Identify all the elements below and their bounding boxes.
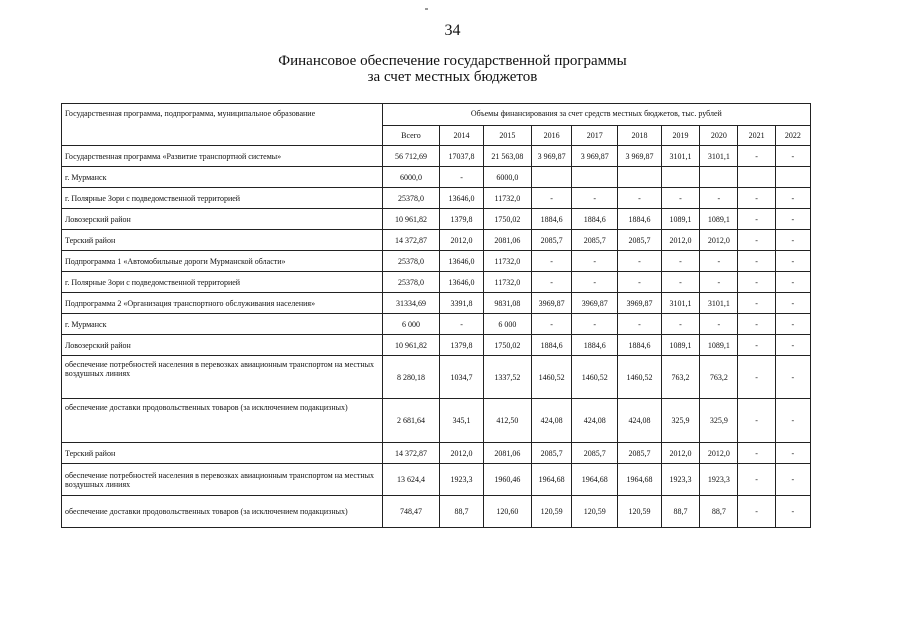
row-year-value: 1964,68 — [618, 464, 662, 496]
row-year-value: - — [618, 188, 662, 209]
header-year: 2019 — [661, 126, 699, 146]
header-year: 2021 — [738, 126, 775, 146]
row-year-value: 1884,6 — [531, 335, 571, 356]
row-year-value: 1884,6 — [572, 335, 618, 356]
row-year-value: - — [738, 293, 775, 314]
table-row — [62, 209, 811, 230]
row-name: г. Мурманск — [62, 314, 383, 335]
table-row — [62, 146, 811, 167]
row-year-value: - — [775, 335, 810, 356]
row-year-value: 2085,7 — [572, 230, 618, 251]
row-year-value: 6000,0 — [483, 167, 531, 188]
row-year-value: 2081,06 — [483, 230, 531, 251]
header-funding-volume: Объемы финансирования за счет средств местных бюджетов, тыс. рублей — [382, 104, 810, 126]
row-year-value: 2012,0 — [700, 230, 738, 251]
row-year-value: 1034,7 — [440, 356, 484, 399]
row-year-value: 1960,46 — [483, 464, 531, 496]
row-year-value: 11732,0 — [483, 272, 531, 293]
header-year: 2014 — [440, 126, 484, 146]
row-total-value: 25378,0 — [382, 251, 440, 272]
row-year-value: 1379,8 — [440, 335, 484, 356]
row-year-value: 325,9 — [661, 399, 699, 443]
row-year-value: 1923,3 — [661, 464, 699, 496]
row-year-value: - — [775, 209, 810, 230]
row-year-value: - — [775, 399, 810, 443]
page-number: 34 — [444, 22, 461, 39]
row-name: обеспечение потребностей населения в перевозках авиационным транспортом на местных воздушных линиях — [62, 464, 383, 496]
row-year-value: - — [738, 209, 775, 230]
row-year-value: - — [775, 146, 810, 167]
row-year-value: - — [738, 443, 775, 464]
table-row — [62, 496, 811, 528]
row-total-value: 56 712,69 — [382, 146, 440, 167]
row-year-value: - — [572, 272, 618, 293]
row-year-value: - — [572, 314, 618, 335]
row-total-value: 6000,0 — [382, 167, 440, 188]
row-year-value — [572, 167, 618, 188]
row-year-value: 2012,0 — [661, 443, 699, 464]
row-year-value: - — [775, 293, 810, 314]
row-year-value: - — [531, 314, 571, 335]
row-year-value: 3 969,87 — [618, 146, 662, 167]
row-year-value: 1923,3 — [440, 464, 484, 496]
row-name: г. Мурманск — [62, 167, 383, 188]
header-year: 2022 — [775, 126, 810, 146]
row-year-value: - — [661, 251, 699, 272]
document-title — [0, 53, 905, 85]
row-year-value: - — [738, 251, 775, 272]
row-year-value: - — [572, 251, 618, 272]
row-year-value: 17037,8 — [440, 146, 484, 167]
row-year-value: 1884,6 — [572, 209, 618, 230]
row-year-value: - — [775, 188, 810, 209]
row-year-value: 1089,1 — [661, 335, 699, 356]
row-year-value: - — [775, 496, 810, 528]
table-header — [62, 104, 811, 146]
row-year-value: 3101,1 — [661, 293, 699, 314]
header-row-group — [62, 104, 811, 126]
row-name: Государственная программа «Развитие транспортной системы» — [62, 146, 383, 167]
row-year-value: 120,59 — [531, 496, 571, 528]
row-name: Терский район — [62, 443, 383, 464]
row-total-value: 8 280,18 — [382, 356, 440, 399]
row-total-value: 25378,0 — [382, 272, 440, 293]
table-row — [62, 251, 811, 272]
row-year-value: 3969,87 — [572, 293, 618, 314]
row-year-value — [618, 167, 662, 188]
table-row — [62, 293, 811, 314]
row-year-value: 1964,68 — [572, 464, 618, 496]
row-year-value: - — [700, 314, 738, 335]
row-year-value: 88,7 — [661, 496, 699, 528]
title-line-1: Финансовое обеспечение государственной программы — [278, 53, 627, 69]
row-year-value: 88,7 — [440, 496, 484, 528]
row-name: г. Полярные Зори с подведомственной территорией — [62, 188, 383, 209]
row-year-value: - — [700, 188, 738, 209]
row-year-value: 1460,52 — [531, 356, 571, 399]
row-name: Терский район — [62, 230, 383, 251]
row-year-value — [531, 167, 571, 188]
table-body — [62, 146, 811, 528]
row-year-value: - — [618, 272, 662, 293]
row-year-value: 2081,06 — [483, 443, 531, 464]
table-row — [62, 188, 811, 209]
row-year-value: 2012,0 — [440, 230, 484, 251]
row-year-value: - — [775, 251, 810, 272]
row-year-value: 3391,8 — [440, 293, 484, 314]
row-year-value: 9831,08 — [483, 293, 531, 314]
row-year-value: 1884,6 — [531, 209, 571, 230]
row-year-value: 88,7 — [700, 496, 738, 528]
row-year-value: - — [738, 272, 775, 293]
row-year-value: 1750,02 — [483, 209, 531, 230]
table-row — [62, 335, 811, 356]
row-year-value: 1923,3 — [700, 464, 738, 496]
row-year-value: 412,50 — [483, 399, 531, 443]
row-year-value — [661, 167, 699, 188]
row-year-value: - — [700, 272, 738, 293]
header-year: 2016 — [531, 126, 571, 146]
row-year-value: 2085,7 — [618, 443, 662, 464]
row-year-value: - — [738, 335, 775, 356]
row-year-value: - — [738, 230, 775, 251]
row-total-value: 13 624,4 — [382, 464, 440, 496]
row-year-value: 325,9 — [700, 399, 738, 443]
row-year-value: - — [738, 496, 775, 528]
row-name: Подпрограмма 2 «Организация транспортного обслуживания населения» — [62, 293, 383, 314]
row-year-value: 13646,0 — [440, 188, 484, 209]
row-total-value: 748,47 — [382, 496, 440, 528]
row-year-value: 2012,0 — [661, 230, 699, 251]
row-year-value: - — [775, 443, 810, 464]
row-total-value: 10 961,82 — [382, 209, 440, 230]
row-year-value: - — [738, 146, 775, 167]
row-year-value: 424,08 — [572, 399, 618, 443]
row-year-value: 1884,6 — [618, 209, 662, 230]
row-year-value: - — [738, 356, 775, 399]
row-total-value: 31334,69 — [382, 293, 440, 314]
row-year-value: 1884,6 — [618, 335, 662, 356]
table-row — [62, 399, 811, 443]
row-year-value: 120,59 — [618, 496, 662, 528]
table-row — [62, 443, 811, 464]
row-total-value: 14 372,87 — [382, 443, 440, 464]
row-year-value: 1089,1 — [700, 335, 738, 356]
row-name: Ловозерский район — [62, 209, 383, 230]
row-year-value: - — [775, 314, 810, 335]
row-year-value: 3101,1 — [700, 146, 738, 167]
row-year-value: 2012,0 — [440, 443, 484, 464]
table-row — [62, 272, 811, 293]
row-year-value: - — [531, 251, 571, 272]
row-year-value: 1379,8 — [440, 209, 484, 230]
header-year: 2020 — [700, 126, 738, 146]
row-year-value: - — [661, 272, 699, 293]
title-line-2: за счет местных бюджетов — [367, 69, 538, 85]
row-year-value: - — [738, 188, 775, 209]
row-year-value: - — [531, 272, 571, 293]
row-year-value — [700, 167, 738, 188]
row-year-value: - — [440, 314, 484, 335]
row-year-value: 424,08 — [531, 399, 571, 443]
row-year-value: 2085,7 — [531, 230, 571, 251]
row-year-value: - — [661, 188, 699, 209]
row-total-value: 6 000 — [382, 314, 440, 335]
row-year-value — [775, 167, 810, 188]
row-year-value: - — [618, 251, 662, 272]
row-year-value: - — [700, 251, 738, 272]
row-year-value: - — [572, 188, 618, 209]
table-row — [62, 356, 811, 399]
row-year-value: 1089,1 — [661, 209, 699, 230]
row-year-value: - — [440, 167, 484, 188]
row-year-value: 763,2 — [661, 356, 699, 399]
row-year-value: 2085,7 — [531, 443, 571, 464]
row-year-value: - — [738, 314, 775, 335]
row-year-value: 13646,0 — [440, 272, 484, 293]
row-year-value: 763,2 — [700, 356, 738, 399]
row-total-value: 10 961,82 — [382, 335, 440, 356]
financing-table — [61, 103, 811, 528]
row-year-value: 1460,52 — [618, 356, 662, 399]
row-year-value: 21 563,08 — [483, 146, 531, 167]
header-year: 2015 — [483, 126, 531, 146]
row-year-value: 3969,87 — [618, 293, 662, 314]
row-year-value: 3101,1 — [661, 146, 699, 167]
row-year-value: 1337,52 — [483, 356, 531, 399]
row-year-value: - — [618, 314, 662, 335]
row-total-value: 25378,0 — [382, 188, 440, 209]
row-year-value: 13646,0 — [440, 251, 484, 272]
row-year-value: 2012,0 — [700, 443, 738, 464]
header-program-name: Государственная программа, подпрограмма, муниципальное образование — [62, 104, 383, 146]
row-year-value: 3101,1 — [700, 293, 738, 314]
row-name: Ловозерский район — [62, 335, 383, 356]
row-year-value: - — [531, 188, 571, 209]
row-name: обеспечение доставки продовольственных товаров (за исключением подакцизных) — [62, 496, 383, 528]
row-year-value: - — [775, 272, 810, 293]
row-year-value: 11732,0 — [483, 188, 531, 209]
row-total-value: 2 681,64 — [382, 399, 440, 443]
row-name: г. Полярные Зори с подведомственной территорией — [62, 272, 383, 293]
row-year-value: 1460,52 — [572, 356, 618, 399]
row-year-value: 1089,1 — [700, 209, 738, 230]
row-year-value: - — [738, 464, 775, 496]
table-row — [62, 314, 811, 335]
row-total-value: 14 372,87 — [382, 230, 440, 251]
row-year-value: 2085,7 — [618, 230, 662, 251]
row-year-value: 6 000 — [483, 314, 531, 335]
row-year-value: 3969,87 — [531, 293, 571, 314]
table-row — [62, 230, 811, 251]
row-name: обеспечение потребностей населения в перевозках авиационным транспортом на местных воздушных линиях — [62, 356, 383, 399]
header-year: 2018 — [618, 126, 662, 146]
row-year-value: 1964,68 — [531, 464, 571, 496]
row-year-value: - — [738, 399, 775, 443]
header-total: Всего — [382, 126, 440, 146]
row-year-value: 2085,7 — [572, 443, 618, 464]
row-year-value: 120,59 — [572, 496, 618, 528]
row-year-value: - — [775, 356, 810, 399]
row-year-value: 345,1 — [440, 399, 484, 443]
row-year-value: 3 969,87 — [572, 146, 618, 167]
header-year: 2017 — [572, 126, 618, 146]
row-year-value: - — [775, 230, 810, 251]
row-year-value — [738, 167, 775, 188]
scan-artifact — [425, 8, 428, 10]
row-year-value: 11732,0 — [483, 251, 531, 272]
row-year-value: 1750,02 — [483, 335, 531, 356]
row-year-value: - — [661, 314, 699, 335]
row-name: обеспечение доставки продовольственных товаров (за исключением подакцизных) — [62, 399, 383, 443]
table-row — [62, 464, 811, 496]
row-year-value: - — [775, 464, 810, 496]
row-name: Подпрограмма 1 «Автомобильные дороги Мурманской области» — [62, 251, 383, 272]
row-year-value: 120,60 — [483, 496, 531, 528]
table-row — [62, 167, 811, 188]
row-year-value: 3 969,87 — [531, 146, 571, 167]
row-year-value: 424,08 — [618, 399, 662, 443]
